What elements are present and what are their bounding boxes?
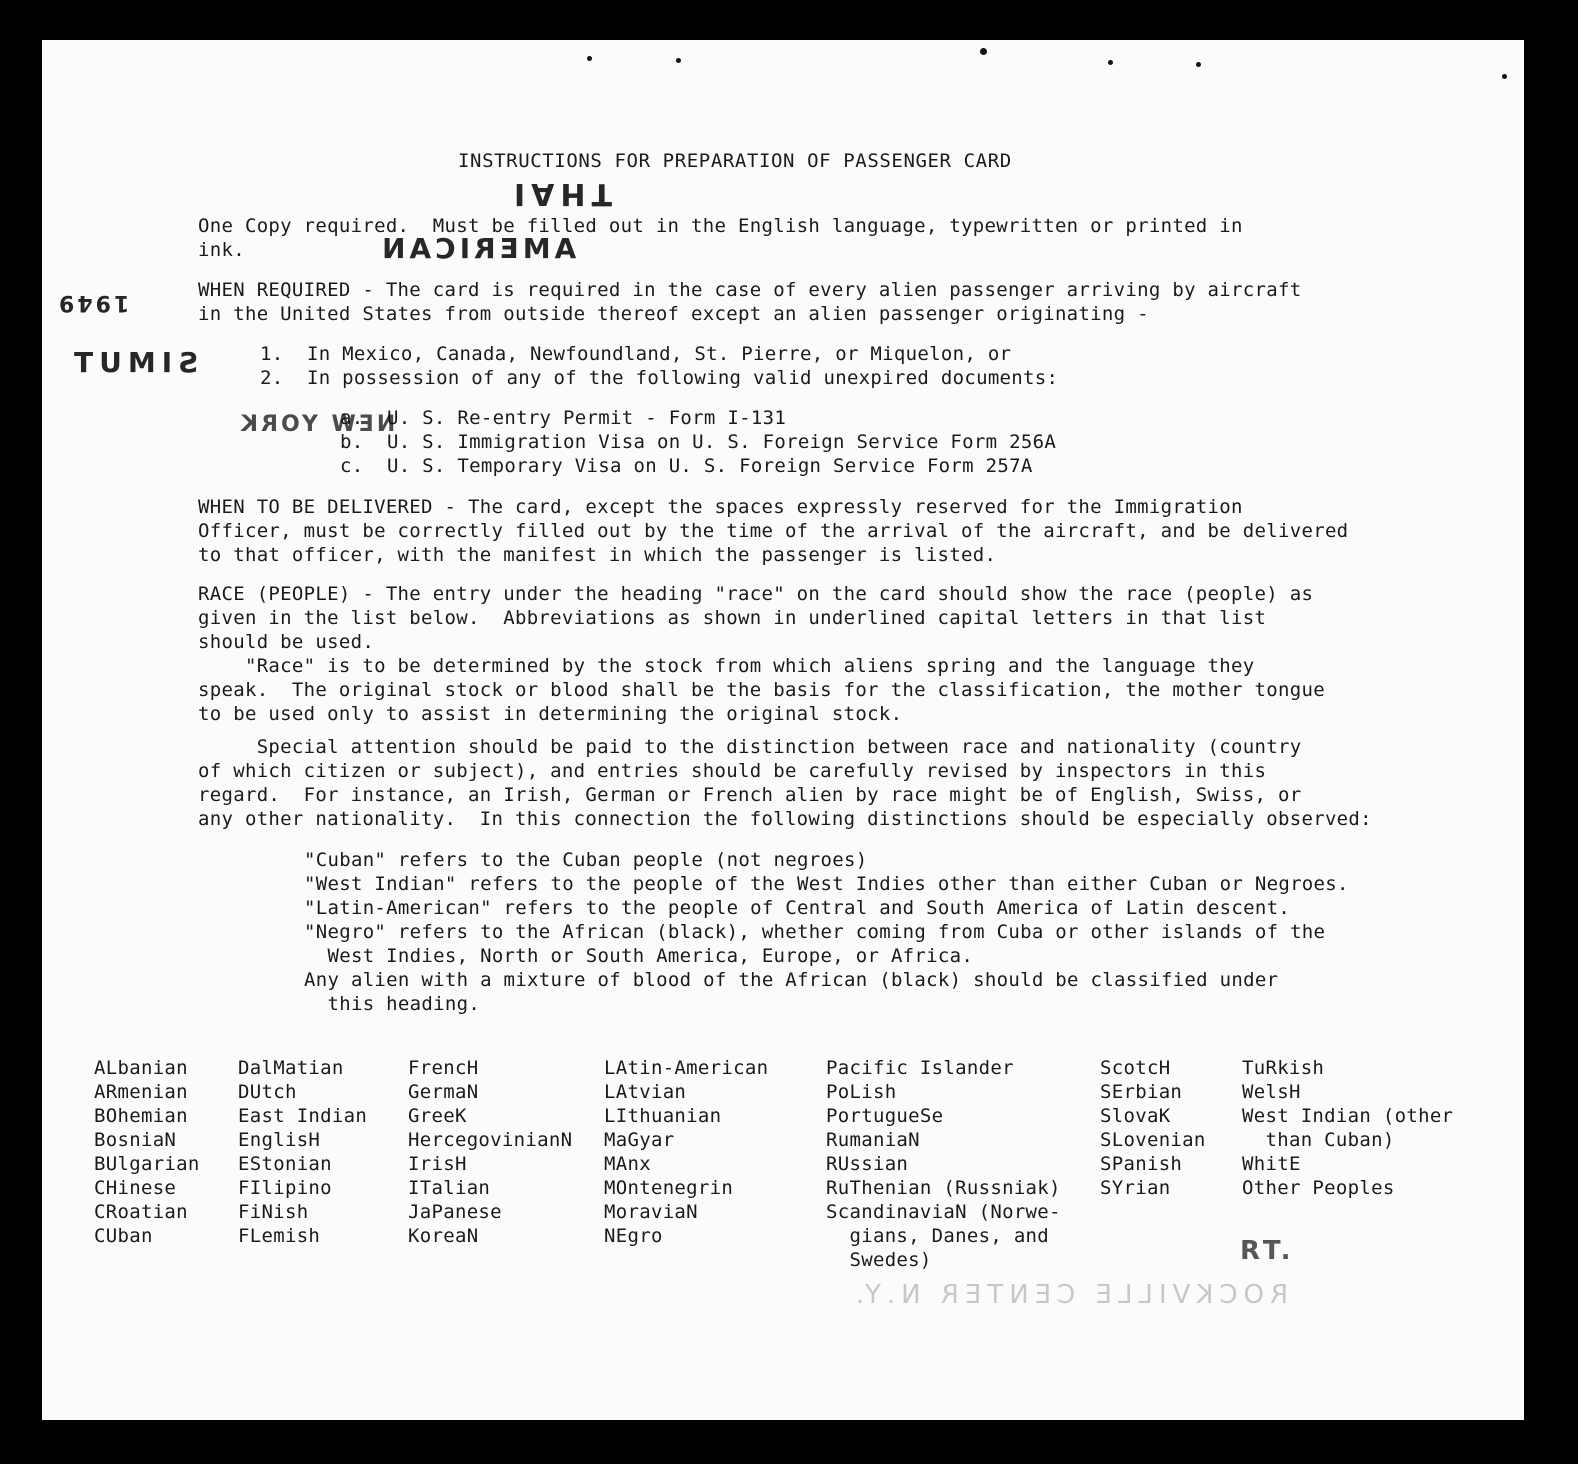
handwritten-mark: 1949 xyxy=(56,290,130,315)
handwritten-mark: RT. xyxy=(1240,1236,1295,1266)
text-line: any other nationality. In this connection the following distinctions should be especially observed: xyxy=(198,808,1372,830)
race-entry: GermaN xyxy=(408,1081,479,1103)
race-entry: CUban xyxy=(94,1225,153,1247)
text-line: in the United States from outside thereof except an alien passenger originating - xyxy=(198,303,1149,325)
text-line: WHEN TO BE DELIVERED - The card, except the spaces expressly reserved for the Immigration xyxy=(198,496,1243,518)
race-entry: ScandinaviaN (Norwe- xyxy=(826,1201,1061,1223)
race-entry: IrisH xyxy=(408,1153,467,1175)
race-entry: BosniaN xyxy=(94,1129,177,1151)
race-column-7 xyxy=(1242,1056,1453,1200)
race-column-2 xyxy=(238,1056,367,1248)
when-required-paragraph xyxy=(198,278,1301,326)
list-item: this heading. xyxy=(304,993,481,1015)
race-entry: CRoatian xyxy=(94,1201,188,1223)
list-item: West Indies, North or South America, Europe, or Africa. xyxy=(304,945,974,967)
race-entry: FiNish xyxy=(238,1201,309,1223)
race-entry: SYrian xyxy=(1100,1177,1171,1199)
text-line: Special attention should be paid to the distinction between race and nationality (country xyxy=(198,736,1302,758)
race-entry: LIthuanian xyxy=(604,1105,722,1127)
race-entry: EnglisH xyxy=(238,1129,321,1151)
race-column-3 xyxy=(408,1056,572,1248)
list-item: 2. In possession of any of the following valid unexpired documents: xyxy=(260,367,1059,389)
text-line: ink. xyxy=(198,239,245,261)
race-column-5 xyxy=(826,1056,1061,1272)
list-item: 1. In Mexico, Canada, Newfoundland, St. Pierre, or Miquelon, or xyxy=(260,343,1012,365)
text-line: WHEN REQUIRED - The card is required in the case of every alien passenger arriving by aircraft xyxy=(198,279,1302,301)
text-line: Officer, must be correctly filled out by the time of the arrival of the aircraft, and be delivered xyxy=(198,520,1349,542)
speck xyxy=(1108,60,1113,65)
text-line: to be used only to assist in determining the original stock. xyxy=(198,703,903,725)
race-entry: ITalian xyxy=(408,1177,491,1199)
list-item: "West Indian" refers to the people of the West Indies other than either Cuban or Negroes. xyxy=(304,873,1349,895)
race-entry: GreeK xyxy=(408,1105,467,1127)
race-entry: MoraviaN xyxy=(604,1201,698,1223)
race-entry: PortugueSe xyxy=(826,1105,944,1127)
list-item: c. U. S. Temporary Visa on U. S. Foreign Service Form 257A xyxy=(340,455,1033,477)
speck xyxy=(1196,62,1201,67)
list-item: "Negro" refers to the African (black), whether coming from Cuba or other islands of the xyxy=(304,921,1326,943)
document-sheet xyxy=(42,40,1524,1420)
race-paragraph xyxy=(198,582,1325,726)
text-line: to that officer, with the manifest in which the passenger is listed. xyxy=(198,544,997,566)
list-item: b. U. S. Immigration Visa on U. S. Foreign Service Form 256A xyxy=(340,431,1057,453)
race-entry: DalMatian xyxy=(238,1057,344,1079)
race-entry: ScotcH xyxy=(1100,1057,1171,1079)
text-line: of which citizen or subject), and entries should be carefully revised by inspectors in this xyxy=(198,760,1267,782)
race-entry: CHinese xyxy=(94,1177,177,1199)
race-entry: SlovaK xyxy=(1100,1105,1171,1127)
text-line: given in the list below. Abbreviations as shown in underlined capital letters in that list xyxy=(198,607,1267,629)
text-line: "Race" is to be determined by the stock from which aliens spring and the language they xyxy=(198,655,1255,677)
race-column-1 xyxy=(94,1056,200,1248)
special-attention-paragraph xyxy=(198,735,1372,831)
race-entry: BOhemian xyxy=(94,1105,188,1127)
race-entry: Pacific Islander xyxy=(826,1057,1014,1079)
list-item: Any alien with a mixture of blood of the African (black) should be classified under xyxy=(304,969,1279,991)
race-entry: KoreaN xyxy=(408,1225,479,1247)
handwritten-mark: AMERICAN xyxy=(378,232,577,265)
text-line: RACE (PEOPLE) - The entry under the heading "race" on the card should show the race (people) as xyxy=(198,583,1314,605)
race-entry: JaPanese xyxy=(408,1201,502,1223)
race-entry: ALbanian xyxy=(94,1057,188,1079)
text-line: should be used. xyxy=(198,631,375,653)
race-entry: than Cuban) xyxy=(1242,1129,1395,1151)
race-entry: NEgro xyxy=(604,1225,663,1247)
race-entry: WelsH xyxy=(1242,1081,1301,1103)
speck xyxy=(1502,74,1507,79)
race-entry: MAnx xyxy=(604,1153,651,1175)
distinctions-list xyxy=(304,848,1349,1016)
list-item: "Cuban" refers to the Cuban people (not negroes) xyxy=(304,849,868,871)
race-entry: HercegovinianN xyxy=(408,1129,573,1151)
text-line: One Copy required. Must be filled out in the English language, typewritten or printed in xyxy=(198,215,1243,237)
handwritten-mark: THAI xyxy=(508,176,612,211)
race-entry: FIlipino xyxy=(238,1177,332,1199)
list-item: "Latin-American" refers to the people of Central and South America of Latin descent. xyxy=(304,897,1291,919)
race-entry: SErbian xyxy=(1100,1081,1183,1103)
race-entry: Swedes) xyxy=(826,1249,932,1271)
race-entry: PoLish xyxy=(826,1081,897,1103)
documents-list xyxy=(340,406,1056,478)
race-entry: SPanish xyxy=(1100,1153,1183,1175)
text-line: speak. The original stock or blood shall be the basis for the classification, the mother tongue xyxy=(198,679,1325,701)
race-entry: RuThenian (Russniak) xyxy=(826,1177,1061,1199)
handwritten-mark: SIMUT xyxy=(68,346,199,379)
race-entry: LAtin-American xyxy=(604,1057,769,1079)
race-entry: MOntenegrin xyxy=(604,1177,734,1199)
intro-paragraph xyxy=(198,214,1243,262)
race-entry: ARmenian xyxy=(94,1081,188,1103)
speck xyxy=(980,48,987,55)
race-entry: Other Peoples xyxy=(1242,1177,1395,1199)
race-column-4 xyxy=(604,1056,768,1248)
race-entry: WhitE xyxy=(1242,1153,1301,1175)
race-entry: RumaniaN xyxy=(826,1129,920,1151)
origin-list xyxy=(260,342,1058,390)
text-line: regard. For instance, an Irish, German or French alien by race might be of English, Swiss, or xyxy=(198,784,1302,806)
page-title: INSTRUCTIONS FOR PREPARATION OF PASSENGER CARD xyxy=(458,150,1012,172)
race-entry: West Indian (other xyxy=(1242,1105,1454,1127)
race-entry: BUlgarian xyxy=(94,1153,200,1175)
speck xyxy=(587,56,592,61)
race-entry: MaGyar xyxy=(604,1129,675,1151)
race-entry: East Indian xyxy=(238,1105,368,1127)
race-entry: TuRkish xyxy=(1242,1057,1325,1079)
race-entry: RUssian xyxy=(826,1153,909,1175)
race-entry: FrencH xyxy=(408,1057,479,1079)
race-column-6 xyxy=(1100,1056,1206,1200)
race-entry: LAtvian xyxy=(604,1081,687,1103)
race-entry: DUtch xyxy=(238,1081,297,1103)
race-entry: EStonian xyxy=(238,1153,332,1175)
race-entry: gians, Danes, and xyxy=(826,1225,1050,1247)
when-delivered-paragraph xyxy=(198,495,1348,567)
handwritten-mark: ROCKVILLE CENTER N.Y. xyxy=(850,1280,1289,1310)
handwritten-mark: NEW YORK xyxy=(238,412,396,437)
race-entry: SLovenian xyxy=(1100,1129,1206,1151)
speck xyxy=(676,58,681,63)
race-entry: FLemish xyxy=(238,1225,321,1247)
list-item: a. U. S. Re-entry Permit - Form I-131 xyxy=(340,407,787,429)
